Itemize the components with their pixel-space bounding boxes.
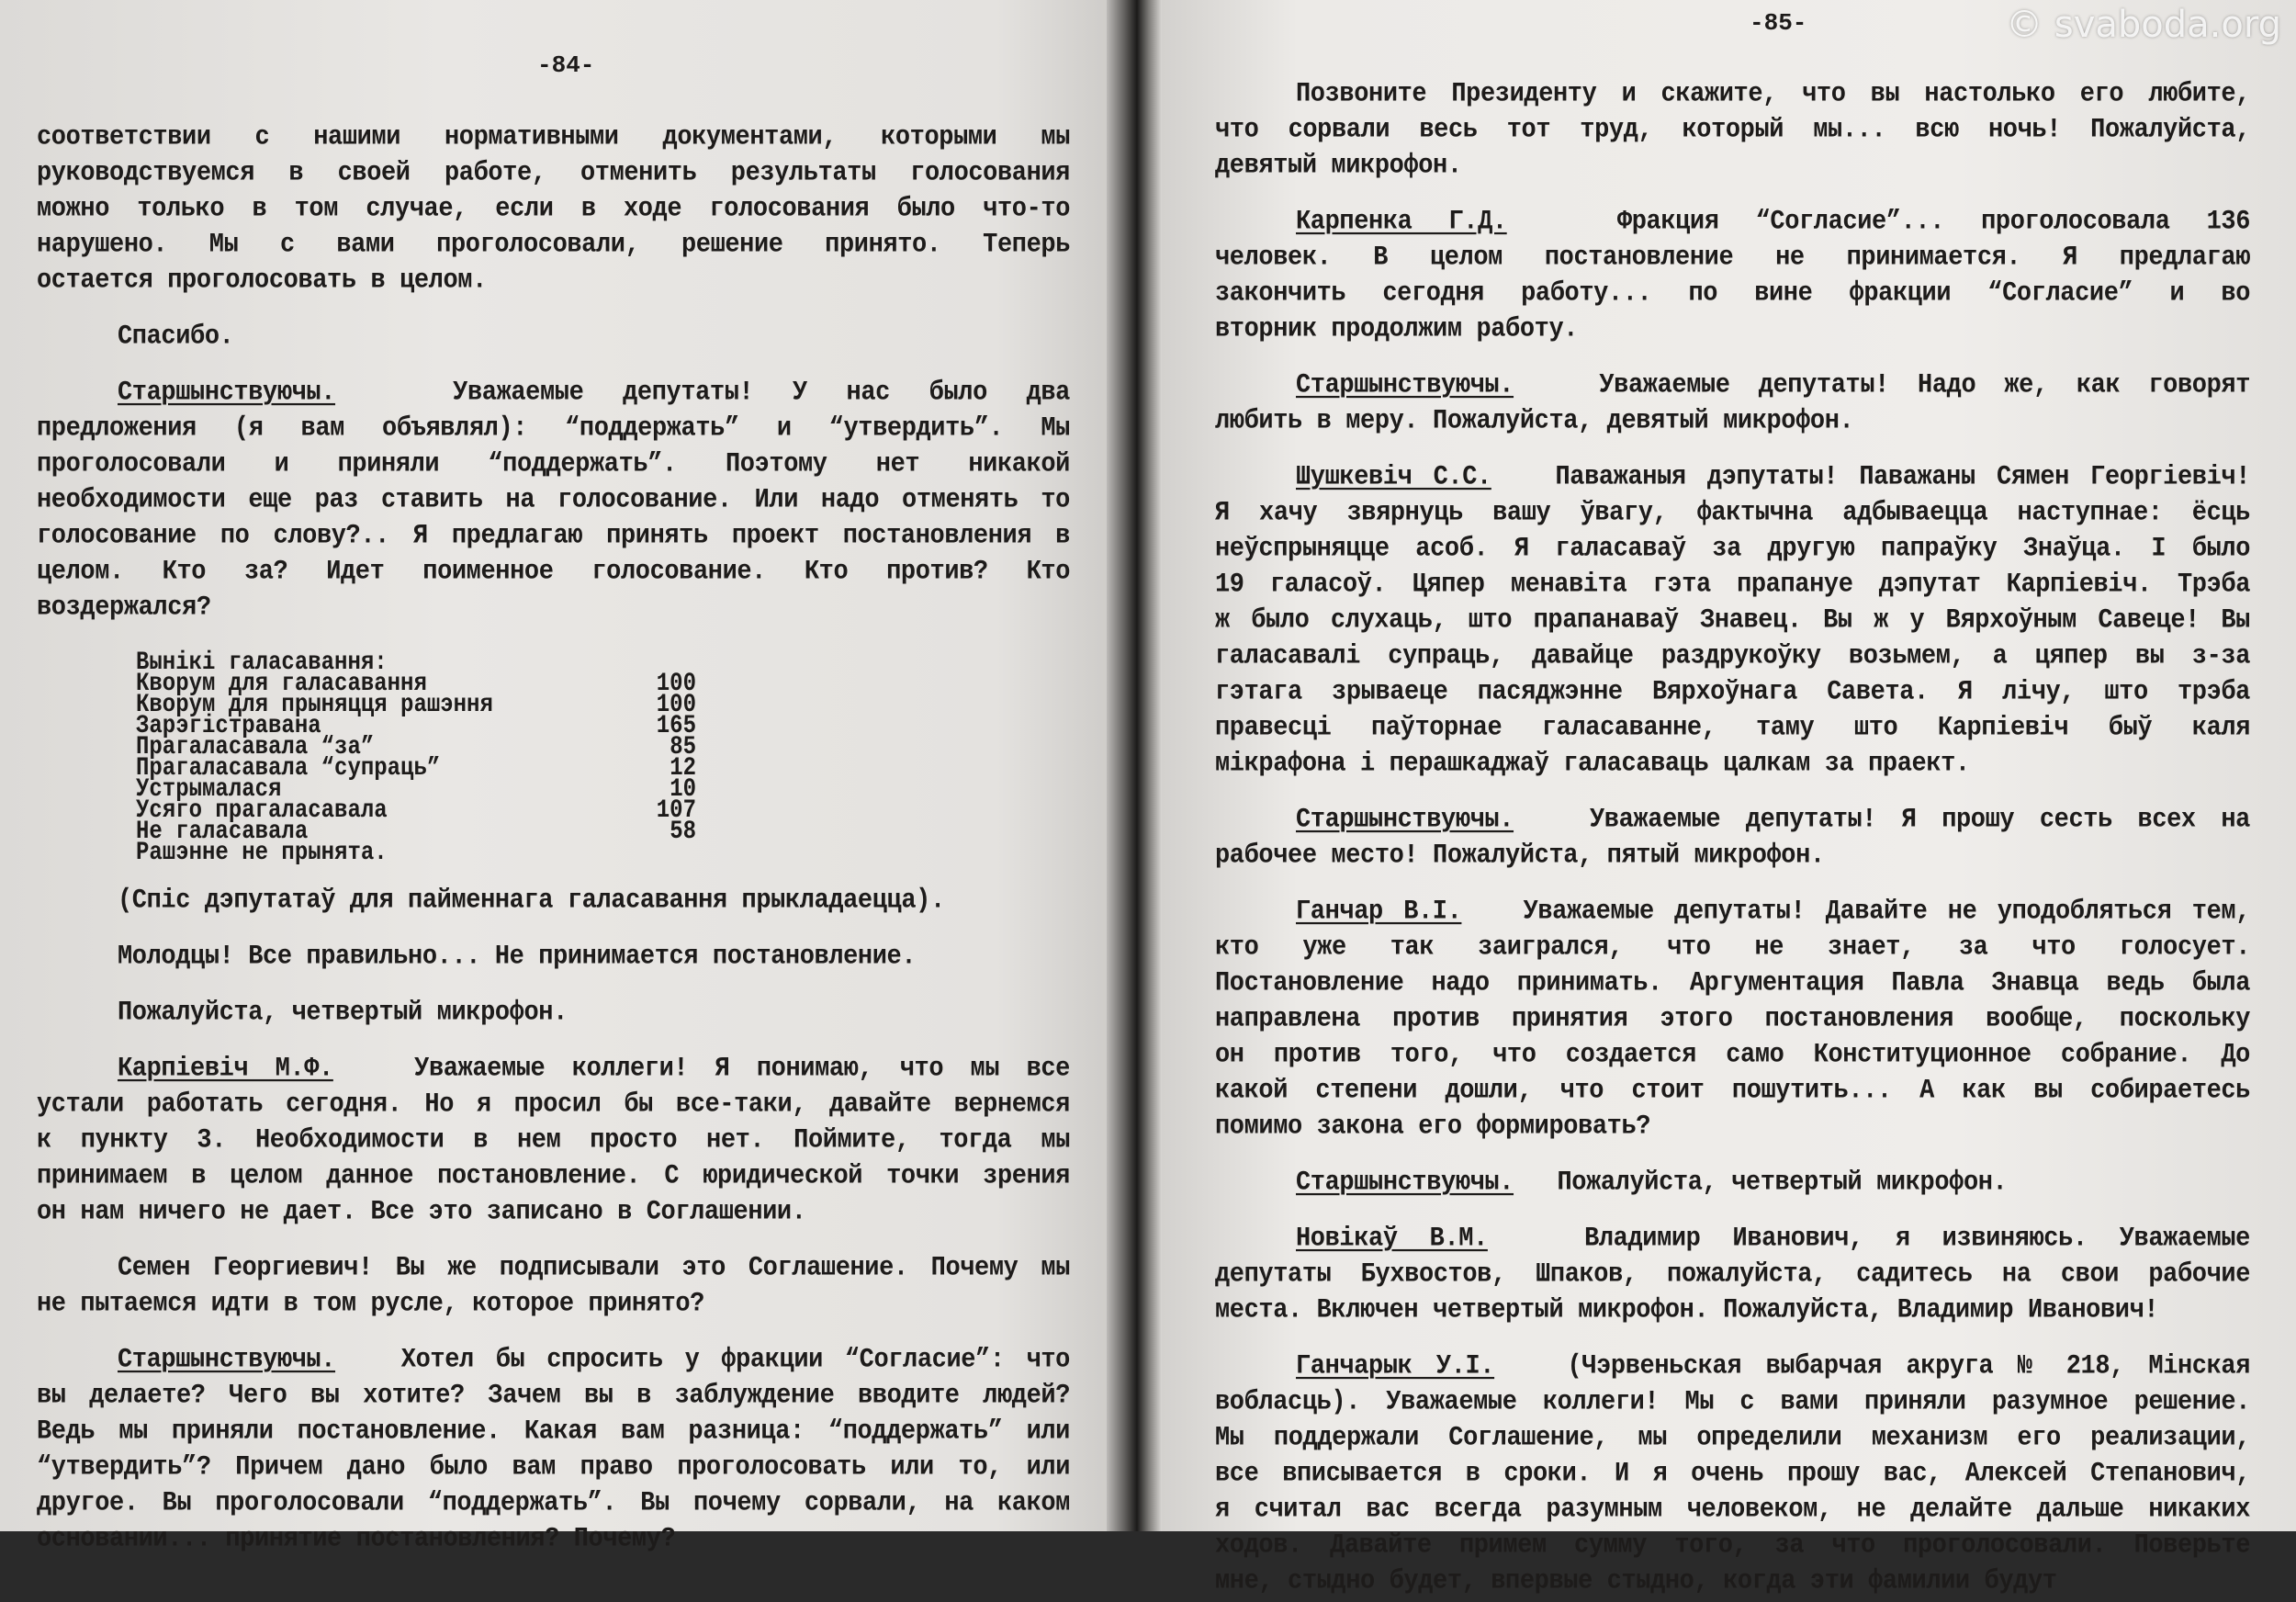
text-line bbox=[1215, 1419, 2250, 1459]
paragraph bbox=[1215, 803, 2250, 874]
text-line bbox=[1215, 147, 2250, 186]
paragraph bbox=[37, 120, 1070, 299]
text-line bbox=[37, 1086, 1070, 1125]
text-line bbox=[1215, 1220, 2250, 1259]
text-line bbox=[1215, 1000, 2250, 1040]
text-line bbox=[37, 1484, 1070, 1524]
line-text: мікрафона і перашкаджаў галасаваць цалкам за праект. bbox=[1215, 749, 1970, 780]
speaker-name: Старшынствуючы. bbox=[118, 1345, 336, 1376]
line-text: основании... принятие постановления? Почему? bbox=[37, 1524, 676, 1555]
text-line bbox=[1215, 929, 2250, 968]
text-line bbox=[37, 446, 1070, 485]
text-line bbox=[37, 1520, 1070, 1560]
text-line bbox=[1215, 75, 2250, 115]
line-text: Паважаныя дэпутаты! Паважаны Сямен Георгіевіч! bbox=[1555, 462, 2250, 493]
paragraph bbox=[37, 1251, 1070, 1323]
row-value: 10 bbox=[670, 774, 696, 805]
line-text: мне, стыдно будет, впервые стыдно, когда эти фамилии будут bbox=[1215, 1566, 2057, 1597]
row-value: 100 bbox=[656, 669, 696, 699]
line-text: вы делаете? Чего вы хотите? Зачем вы в заблуждение вводите людей? bbox=[37, 1381, 1070, 1412]
text-line bbox=[1215, 709, 2250, 749]
text-line bbox=[37, 1449, 1070, 1488]
line-text: кто уже так заигрался, что не знает, за что голосует. bbox=[1215, 932, 2250, 964]
page-content bbox=[37, 120, 1070, 1558]
line-text: Ведь мы приняли постановление. Какая вам разница: “поддержать” или bbox=[37, 1416, 1070, 1448]
text-line bbox=[1215, 637, 2250, 677]
paragraph bbox=[1215, 205, 2250, 348]
row-label: Рашэнне не прынята. bbox=[136, 838, 388, 868]
line-text: не пытаемся идти в том русле, которое принято? bbox=[37, 1289, 704, 1320]
line-text: нарушено. Мы с вами проголосовали, решение принято. Теперь bbox=[37, 230, 1070, 261]
text-line bbox=[1215, 673, 2250, 713]
line-text: соответствии с нашими нормативными документами, которыми мы bbox=[37, 122, 1070, 153]
text-line bbox=[1215, 566, 2250, 605]
text-line bbox=[1215, 893, 2250, 932]
line-text: Позвоните Президенту и скажите, что вы настолько его любите, bbox=[1296, 79, 2250, 110]
row-value: 107 bbox=[656, 795, 696, 826]
line-text: направлена против принятия этого постановления вообще, поскольку bbox=[1215, 1004, 2250, 1035]
text-line bbox=[37, 1122, 1070, 1161]
paragraph bbox=[1215, 1166, 2250, 1202]
speaker-name: Карпіевіч М.Ф. bbox=[118, 1054, 333, 1085]
text-line bbox=[1215, 1292, 2250, 1331]
text-line bbox=[1215, 111, 2250, 151]
text-line bbox=[1215, 837, 2250, 876]
paragraph bbox=[37, 996, 1070, 1032]
line-text: Владимир Иванович, я извиняюсь. Уважаемые bbox=[1584, 1224, 2250, 1255]
page-number: -84- bbox=[537, 51, 595, 79]
paragraph bbox=[37, 884, 1070, 919]
watermark: © svaboda.org bbox=[2006, 4, 2281, 46]
line-text: 19 галасоў. Цяпер менавіта гэта прапануе дэпутат Карпіевіч. Трэба bbox=[1215, 570, 2250, 601]
line-text: неўспрыняцце асоб. Я галасаваў за другую папраўку Знаўца. І было bbox=[1215, 534, 2250, 565]
line-text: он нам ничего не дает. Все это записано в Соглашении. bbox=[37, 1197, 806, 1228]
text-line bbox=[37, 589, 1070, 628]
text-line bbox=[1215, 1164, 2250, 1203]
text-line bbox=[1215, 965, 2250, 1004]
line-text: (Чэрвеньская выбарчая акруга № 218, Мінская bbox=[1567, 1351, 2251, 1382]
line-text: Хотел бы спросить у фракции “Согласие”: что bbox=[400, 1345, 1070, 1376]
row-label: Кворум для галасавання bbox=[136, 669, 427, 699]
text-line bbox=[1215, 203, 2250, 243]
row-label: Зарэгістравана bbox=[136, 711, 321, 741]
line-text: девятый микрофон. bbox=[1215, 151, 1462, 182]
text-line bbox=[37, 154, 1070, 194]
text-line bbox=[1215, 745, 2250, 784]
speaker-name: Старшынствуючы. bbox=[1296, 1168, 1514, 1199]
line-text: гэтага зрываеце пасяджэнне Вярхоўнага Савета. Я лічу, што трэба bbox=[1215, 677, 2250, 708]
page-number: -85- bbox=[1750, 9, 1807, 37]
paragraph bbox=[37, 1343, 1070, 1558]
text-line bbox=[1215, 275, 2250, 314]
right-page bbox=[1162, 0, 2296, 1597]
line-text: “утвердить”? Причем дано было вам право проголосовать или то, или bbox=[37, 1452, 1070, 1484]
row-value: 85 bbox=[670, 732, 696, 762]
speaker-name: Старшынствуючы. bbox=[1296, 370, 1514, 401]
text-line bbox=[1215, 239, 2250, 278]
line-text: какой степени дошли, что стоит пошутить... А как вы собираетесь bbox=[1215, 1076, 2250, 1107]
speaker-name: Старшынствуючы. bbox=[1296, 805, 1514, 836]
line-text: другое. Вы проголосовали “поддержать”. Вы почему сорвали, на каком bbox=[37, 1488, 1070, 1519]
line-text: (Спіс дэпутатаў для пайменнага галасавання прыкладаецца). bbox=[118, 886, 945, 917]
line-text: можно только в том случае, если в ходе голосования было что-то bbox=[37, 194, 1070, 225]
text-line bbox=[1215, 402, 2250, 442]
speaker-name: Карпенка Г.Д. bbox=[1296, 207, 1507, 238]
line-text: вобласць). Уважаемые коллеги! Мы с вами приняли разумное решение. bbox=[1215, 1387, 2250, 1418]
line-text: целом. Кто за? Идет поименное голосование. Кто против? Кто bbox=[37, 557, 1070, 588]
left-page bbox=[0, 0, 1107, 1555]
vote-results-title: Вынікі галасавання: bbox=[136, 648, 388, 678]
row-label: Прагаласавала “супраць” bbox=[136, 753, 441, 784]
paragraph bbox=[1215, 1349, 2250, 1600]
paragraph bbox=[37, 320, 1070, 355]
line-text: Уважаемые коллеги! Я понимаю, что мы все bbox=[414, 1054, 1070, 1085]
text-line bbox=[1215, 1256, 2250, 1295]
text-line bbox=[37, 190, 1070, 230]
line-text: он против того, что создается само Конституционное собрание. До bbox=[1215, 1040, 2250, 1071]
row-value: 100 bbox=[656, 690, 696, 720]
line-text: Уважаемые депутаты! У нас было два bbox=[453, 378, 1070, 409]
speaker-name: Ганчарык У.І. bbox=[1296, 1351, 1495, 1382]
line-text: депутаты Бухвостов, Шпаков, пожалуйста, садитесь на свои рабочие bbox=[1215, 1259, 2250, 1291]
line-text: принимаем в целом данное постановление. С юридической точки зрения bbox=[37, 1161, 1070, 1192]
paragraph bbox=[1215, 460, 2250, 783]
line-text: человек. В целом постановление не принимается. Я предлагаю bbox=[1215, 243, 2250, 274]
line-text: устали работать сегодня. Но я просил бы все-таки, давайте вернемся bbox=[37, 1089, 1070, 1121]
text-line bbox=[37, 994, 1070, 1033]
speaker-name: Новікаў В.М. bbox=[1296, 1224, 1488, 1255]
text-line bbox=[1215, 1455, 2250, 1495]
table-row bbox=[136, 838, 696, 868]
text-line bbox=[37, 1157, 1070, 1197]
line-text: Молодцы! Все правильно... Не принимается постановление. bbox=[118, 942, 917, 973]
text-line bbox=[37, 517, 1070, 557]
line-text: предложения (я вам объявлял): “поддержать” и “утвердить”. Мы bbox=[37, 413, 1070, 445]
text-line bbox=[37, 938, 1070, 977]
paragraph bbox=[1215, 1222, 2250, 1329]
line-text: Уважаемые депутаты! Я прошу сесть всех на bbox=[1590, 805, 2250, 836]
line-text: проголосовали и приняли “поддержать”. Поэтому нет никакой bbox=[37, 449, 1070, 480]
line-text: все вписывается в сроки. И я очень прошу вас, Алексей Степанович, bbox=[1215, 1459, 2250, 1490]
text-line bbox=[1215, 458, 2250, 498]
line-text: Мы поддержали Соглашение, мы определили механизм его реализации, bbox=[1215, 1423, 2250, 1454]
text-line bbox=[37, 1249, 1070, 1289]
line-text: места. Включен четвертый микрофон. Пожалуйста, Владимир Иванович! bbox=[1215, 1295, 2159, 1326]
line-text: Семен Георгиевич! Вы же подписывали это Соглашение. Почему мы bbox=[118, 1253, 1070, 1284]
text-line bbox=[1215, 367, 2250, 406]
row-value: 12 bbox=[670, 753, 696, 784]
line-text: остается проголосовать в целом. bbox=[37, 265, 487, 297]
line-text: рабочее место! Пожалуйста, пятый микрофон. bbox=[1215, 840, 1825, 872]
text-line bbox=[37, 374, 1070, 413]
text-line bbox=[37, 481, 1070, 521]
line-text: воздержался? bbox=[37, 592, 211, 624]
book-gutter bbox=[1107, 0, 1162, 1531]
line-text: Спасибо. bbox=[118, 322, 234, 353]
speaker-name: Старшынствуючы. bbox=[118, 378, 336, 409]
text-line bbox=[1215, 1383, 2250, 1423]
line-text: что сорвали весь тот труд, который мы... всю ночь! Пожалуйста, bbox=[1215, 115, 2250, 146]
text-line bbox=[1215, 602, 2250, 641]
paragraph bbox=[37, 940, 1070, 976]
line-text: Постановление надо принимать. Аргументация Павла Знавца ведь была bbox=[1215, 968, 2250, 999]
text-line bbox=[1215, 530, 2250, 570]
line-text: ж было слухаць, што прапанаваў Знавец. Вы ж у Вярхоўным Савеце! Вы bbox=[1215, 605, 2250, 637]
text-line bbox=[37, 1413, 1070, 1452]
line-text: Пожалуйста, четвертый микрофон. bbox=[1557, 1168, 2008, 1199]
row-label: Не галасавала bbox=[136, 817, 309, 847]
line-text: необходимости еще раз ставить на голосование. Или надо отменять то bbox=[37, 485, 1070, 516]
page-content bbox=[1215, 77, 2250, 1600]
text-line bbox=[37, 318, 1070, 357]
paragraph bbox=[1215, 77, 2250, 185]
text-line bbox=[1215, 1072, 2250, 1111]
vote-results-table bbox=[136, 648, 696, 868]
line-text: помимо закона его формировать? bbox=[1215, 1111, 1651, 1143]
text-line bbox=[1215, 1348, 2250, 1387]
row-value: 58 bbox=[670, 817, 696, 847]
paragraph bbox=[37, 376, 1070, 626]
text-line bbox=[37, 1341, 1070, 1381]
text-line bbox=[37, 262, 1070, 301]
line-text: голосование по слову?.. Я предлагаю принять проект постановления в bbox=[37, 521, 1070, 552]
line-text: руководствуемся в своей работе, отменить результаты голосования bbox=[37, 158, 1070, 189]
text-line bbox=[1215, 494, 2250, 534]
line-text: Фракция “Согласие”... проголосовала 136 bbox=[1616, 207, 2250, 238]
line-text: Уважаемые депутаты! Давайте не уподобляться тем, bbox=[1523, 897, 2250, 928]
text-line bbox=[37, 1377, 1070, 1416]
text-line bbox=[37, 410, 1070, 449]
text-line bbox=[1215, 801, 2250, 840]
text-line bbox=[1215, 1108, 2250, 1147]
text-line bbox=[37, 882, 1070, 921]
text-line bbox=[37, 553, 1070, 592]
text-line bbox=[37, 1050, 1070, 1089]
text-line bbox=[37, 118, 1070, 158]
row-label: Прагаласавала “за” bbox=[136, 732, 375, 762]
row-label: Кворум для прыняцця рашэння bbox=[136, 690, 493, 720]
line-text: галасавалі супраць, давайце раздрукоўку возьмем, а цяпер вы з-за bbox=[1215, 641, 2250, 672]
speaker-name: Шушкевіч С.С. bbox=[1296, 462, 1491, 493]
line-text: закончить сегодня работу... по вине фракции “Согласие” и во bbox=[1215, 278, 2250, 310]
paragraph bbox=[1215, 368, 2250, 440]
line-text: ходов. Давайте примем сумму того, за что проголосовали. Поверьте bbox=[1215, 1530, 2250, 1562]
row-value: 165 bbox=[656, 711, 696, 741]
line-text: Уважаемые депутаты! Надо же, как говорят bbox=[1599, 370, 2250, 401]
line-text: Я хачу звярнуць вашу ўвагу, фактычна адбываецца наступнае: ёсць bbox=[1215, 498, 2250, 529]
text-line bbox=[1215, 1036, 2250, 1076]
line-text: любить в меру. Пожалуйста, девятый микрофон. bbox=[1215, 406, 1854, 437]
text-line bbox=[1215, 1563, 2250, 1602]
text-line bbox=[37, 1285, 1070, 1325]
text-line bbox=[1215, 1527, 2250, 1566]
paragraph bbox=[37, 1052, 1070, 1231]
line-text: к пункту 3. Необходимости в нем просто нет. Поймите, тогда мы bbox=[37, 1125, 1070, 1156]
text-line bbox=[37, 226, 1070, 265]
speaker-name: Ганчар В.І. bbox=[1296, 897, 1462, 928]
row-value bbox=[641, 840, 696, 864]
row-label: Устрымалася bbox=[136, 774, 282, 805]
text-line bbox=[37, 1193, 1070, 1233]
text-line bbox=[1215, 1491, 2250, 1530]
row-label: Усяго прагаласавала bbox=[136, 795, 388, 826]
line-text: правесці паўторнае галасаванне, таму што Карпіевіч быў каля bbox=[1215, 713, 2250, 744]
line-text: Пожалуйста, четвертый микрофон. bbox=[118, 998, 568, 1029]
line-text: я считал вас всегда разумным человеком, не делайте дальше никаких bbox=[1215, 1495, 2250, 1526]
line-text: вторник продолжим работу. bbox=[1215, 314, 1579, 345]
paragraph bbox=[1215, 895, 2250, 1145]
text-line bbox=[1215, 310, 2250, 350]
